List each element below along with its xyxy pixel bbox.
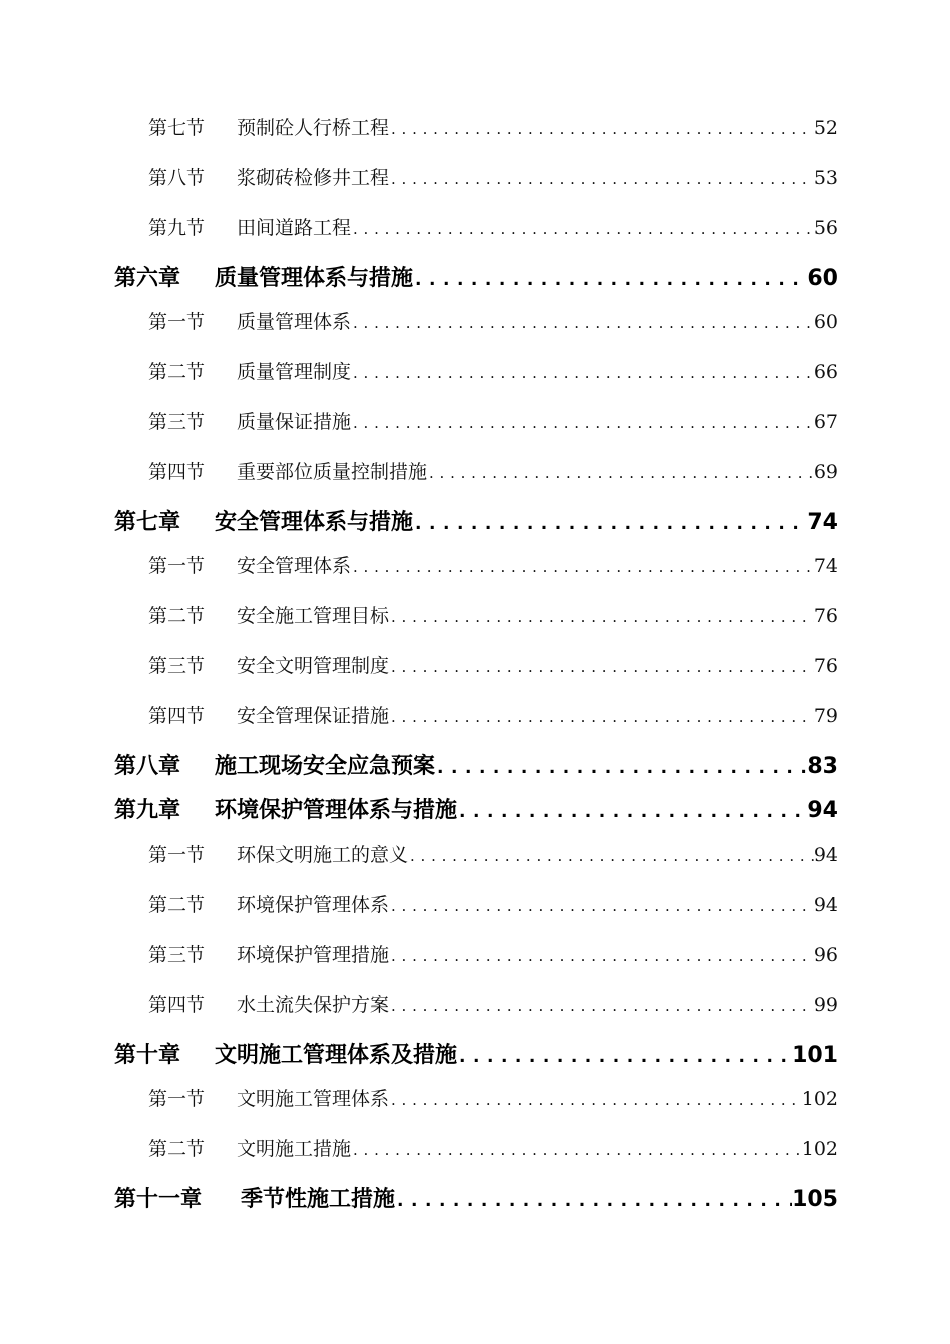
section-title: 文明施工措施 (237, 1138, 352, 1160)
page-number: 94 (807, 798, 838, 823)
toc-chapter-entry[interactable] (114, 1038, 838, 1069)
dot-leader (395, 1191, 792, 1211)
dot-leader (413, 514, 807, 534)
section-title: 质量管理体系 (237, 311, 352, 333)
page-number: 94 (813, 894, 838, 916)
toc-section-entry[interactable] (148, 307, 838, 334)
page-number: 67 (813, 411, 838, 433)
section-title: 水土流失保护方案 (237, 994, 390, 1016)
section-title: 环境保护管理措施 (237, 944, 390, 966)
toc-section-entry[interactable] (148, 163, 838, 190)
dot-leader (351, 558, 814, 576)
toc-section-entry[interactable] (148, 457, 838, 484)
page-number: 66 (813, 361, 838, 383)
page-number: 74 (807, 510, 838, 535)
dot-leader (427, 464, 814, 482)
toc-section-entry[interactable] (148, 1134, 838, 1161)
section-title: 安全管理体系 (237, 555, 352, 577)
dot-leader (389, 170, 814, 188)
toc-section-entry[interactable] (148, 701, 838, 728)
toc-section-entry[interactable] (148, 940, 838, 967)
dot-leader (413, 270, 807, 290)
dot-leader (389, 120, 814, 138)
page-number: 52 (813, 117, 838, 139)
section-title: 质量管理制度 (237, 361, 352, 383)
toc-chapter-entry[interactable] (114, 261, 838, 292)
chapter-number: 第十章 (114, 1043, 181, 1068)
page-number: 60 (807, 266, 838, 291)
dot-leader (389, 608, 814, 626)
section-title: 环保文明施工的意义 (237, 844, 409, 866)
dot-leader (457, 1047, 792, 1067)
toc-section-entry[interactable] (148, 840, 838, 867)
page-number: 102 (801, 1138, 838, 1160)
chapter-title: 施工现场安全应急预案 (215, 754, 436, 779)
dot-leader (351, 220, 814, 238)
page-number: 76 (813, 655, 838, 677)
chapter-title: 质量管理体系与措施 (215, 266, 414, 291)
dot-leader (351, 1141, 802, 1159)
page-number: 53 (813, 167, 838, 189)
dot-leader (351, 364, 814, 382)
section-number: 第三节 (148, 944, 206, 966)
dot-leader (408, 847, 814, 865)
toc-section-entry[interactable] (148, 990, 838, 1017)
section-number: 第一节 (148, 1088, 206, 1110)
chapter-number: 第八章 (114, 754, 181, 779)
section-number: 第七节 (148, 117, 206, 139)
toc-section-entry[interactable] (148, 357, 838, 384)
dot-leader (351, 314, 814, 332)
toc-section-entry[interactable] (148, 601, 838, 628)
dot-leader (389, 1091, 802, 1109)
section-title: 环境保护管理体系 (237, 894, 390, 916)
page-number: 101 (792, 1043, 838, 1068)
section-title: 重要部位质量控制措施 (237, 461, 428, 483)
section-title: 安全施工管理目标 (237, 605, 390, 627)
section-title: 安全管理保证措施 (237, 705, 390, 727)
page-number: 99 (813, 994, 838, 1016)
page-number: 76 (813, 605, 838, 627)
toc-chapter-entry[interactable] (114, 505, 838, 536)
chapter-title: 季节性施工措施 (241, 1187, 396, 1212)
chapter-title: 文明施工管理体系及措施 (215, 1043, 458, 1068)
dot-leader (435, 758, 807, 778)
section-number: 第四节 (148, 705, 206, 727)
section-number: 第一节 (148, 555, 206, 577)
section-title: 预制砼人行桥工程 (237, 117, 390, 139)
page-number: 74 (813, 555, 838, 577)
toc-chapter-entry[interactable] (114, 793, 838, 824)
toc-chapter-entry[interactable] (114, 749, 838, 780)
toc-section-entry[interactable] (148, 113, 838, 140)
section-number: 第八节 (148, 167, 206, 189)
toc-section-entry[interactable] (148, 551, 838, 578)
section-title: 田间道路工程 (237, 217, 352, 239)
page-number: 60 (813, 311, 838, 333)
page-number: 96 (813, 944, 838, 966)
section-number: 第二节 (148, 361, 206, 383)
page-number: 83 (807, 754, 838, 779)
section-number: 第九节 (148, 217, 206, 239)
toc-section-entry[interactable] (148, 890, 838, 917)
chapter-title: 安全管理体系与措施 (215, 510, 414, 535)
dot-leader (389, 897, 814, 915)
section-number: 第四节 (148, 994, 206, 1016)
page-number: 69 (813, 461, 838, 483)
section-number: 第四节 (148, 461, 206, 483)
section-title: 浆砌砖检修井工程 (237, 167, 390, 189)
toc-section-entry[interactable] (148, 1084, 838, 1111)
toc-section-entry[interactable] (148, 407, 838, 434)
section-title: 质量保证措施 (237, 411, 352, 433)
chapter-number: 第七章 (114, 510, 181, 535)
toc-chapter-entry[interactable] (114, 1182, 838, 1213)
section-title: 文明施工管理体系 (237, 1088, 390, 1110)
section-number: 第三节 (148, 411, 206, 433)
toc-section-entry[interactable] (148, 213, 838, 240)
section-number: 第二节 (148, 605, 206, 627)
page-number: 94 (813, 844, 838, 866)
page-number: 102 (801, 1088, 838, 1110)
page-number: 105 (792, 1187, 838, 1212)
section-number: 第一节 (148, 311, 206, 333)
dot-leader (457, 802, 807, 822)
section-title: 安全文明管理制度 (237, 655, 390, 677)
dot-leader (351, 414, 814, 432)
chapter-title: 环境保护管理体系与措施 (215, 798, 458, 823)
chapter-number: 第六章 (114, 266, 181, 291)
section-number: 第二节 (148, 894, 206, 916)
page-number: 79 (813, 705, 838, 727)
dot-leader (389, 708, 814, 726)
section-number: 第一节 (148, 844, 206, 866)
dot-leader (389, 997, 814, 1015)
dot-leader (389, 947, 814, 965)
section-number: 第二节 (148, 1138, 206, 1160)
section-number: 第三节 (148, 655, 206, 677)
page-number: 56 (813, 217, 838, 239)
chapter-number: 第九章 (114, 798, 181, 823)
chapter-number: 第十一章 (114, 1187, 203, 1212)
dot-leader (389, 658, 814, 676)
toc-section-entry[interactable] (148, 651, 838, 678)
